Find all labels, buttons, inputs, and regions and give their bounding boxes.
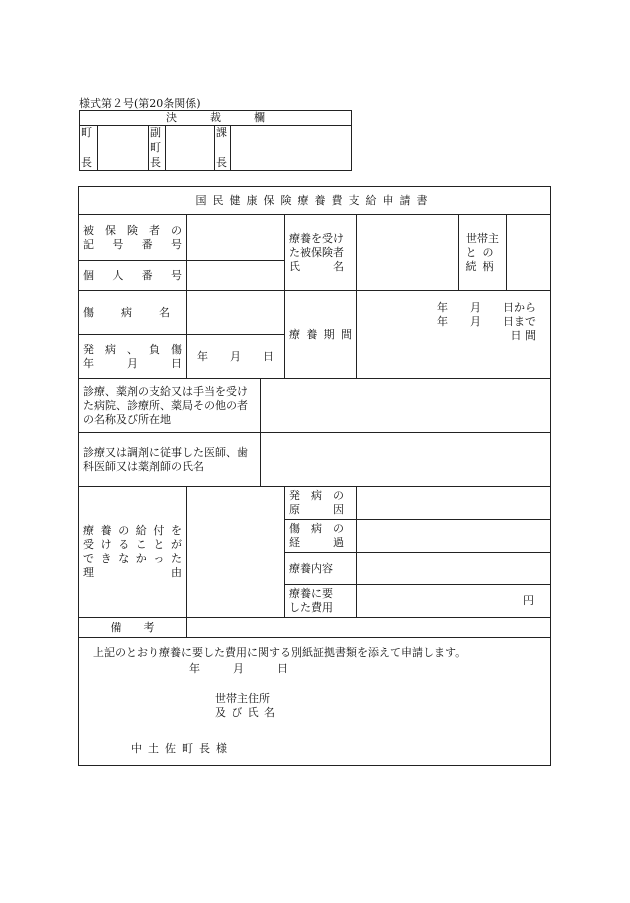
hospital-field[interactable] [261, 379, 551, 433]
relation-field[interactable] [507, 215, 551, 291]
progress-field[interactable] [357, 520, 551, 553]
patient-name-label: 療養を受け た被保険者 氏 名 [285, 215, 357, 291]
relation-label: 世帯主 との 続柄 [459, 215, 507, 291]
progress-label: 傷 病 の 経 過 [285, 520, 357, 553]
section-chief-label: 課 長 [215, 126, 231, 171]
form-title: 国民健康保険療養費支給申請書 [79, 187, 551, 215]
town-mayor-label: 町 長 [80, 126, 98, 171]
deputy-mayor-seal[interactable] [166, 126, 215, 171]
doctor-field[interactable] [261, 433, 551, 487]
remarks-field[interactable] [187, 618, 551, 638]
section-chief-seal[interactable] [231, 126, 352, 171]
insured-number-field[interactable] [187, 215, 285, 261]
yen-unit: 円 [523, 594, 534, 607]
hospital-label: 診療、薬剤の支給又は手当を受けた病院、診療所、薬局その他の者の名称及び所在地 [79, 379, 261, 433]
declaration-section [79, 638, 551, 766]
doctor-label: 診療又は調剤に従事した医師、歯科医師又は薬剤師の氏名 [79, 433, 261, 487]
declaration-date[interactable]: 年 月 日 [189, 662, 288, 675]
deputy-mayor-label: 副 町 長 [149, 126, 166, 171]
cause-label: 発 病 の 原 因 [285, 487, 357, 520]
insured-number-label: 被保険者の 記号番号 [79, 215, 187, 261]
cause-field[interactable] [357, 487, 551, 520]
personal-number-label: 個人番号 [79, 261, 187, 291]
onset-label: 発病、負傷 年 月 日 [79, 335, 187, 379]
declaration-statement: 上記のとおり療養に要した費用に関する別紙証拠書類を添えて申請します。 [93, 646, 467, 659]
application-form [78, 186, 551, 766]
approval-header: 決 裁 欄 [80, 111, 352, 126]
addressee: 中土佐町長様 [131, 742, 233, 755]
personal-number-field[interactable] [187, 261, 285, 291]
period-label: 療養期間 [285, 291, 357, 379]
cost-label: 療養に要 した費用 [285, 585, 357, 618]
cost-field[interactable] [357, 585, 551, 618]
town-mayor-seal[interactable] [98, 126, 149, 171]
onset-date-field[interactable]: 年 月 日 [187, 335, 285, 379]
patient-name-field[interactable] [357, 215, 459, 291]
period-field[interactable]: 年 月 日から 年 月 日まで 日 間 [357, 291, 551, 379]
remarks-label: 備 考 [79, 618, 187, 638]
form-reference: 様式第２号(第20条関係) [79, 97, 201, 110]
reason-label: 療養の給付を 受けることが できなかった 理 由 [79, 487, 187, 618]
disease-name-label: 傷病名 [79, 291, 187, 335]
treatment-content-label: 療養内容 [285, 553, 357, 585]
disease-name-field[interactable] [187, 291, 285, 335]
householder-label: 世帯主住所 及び氏名 [215, 692, 275, 719]
reason-field[interactable] [187, 487, 285, 618]
treatment-content-field[interactable] [357, 553, 551, 585]
approval-table [79, 110, 352, 171]
